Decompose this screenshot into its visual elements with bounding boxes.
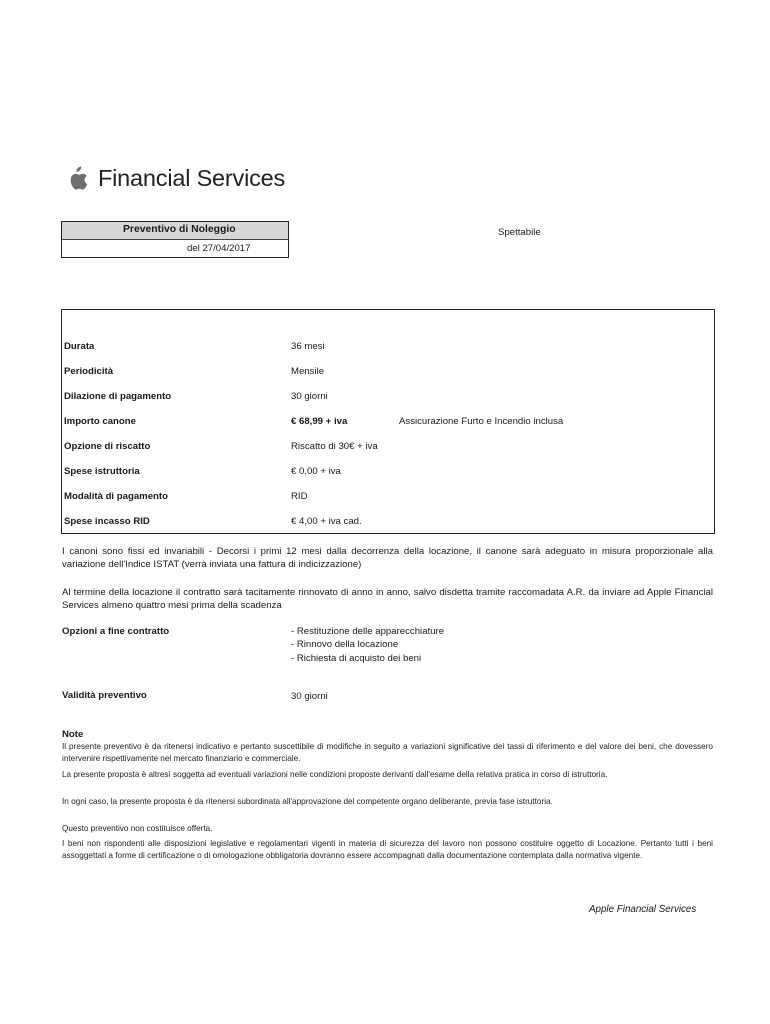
term-value: 36 mesi bbox=[291, 341, 325, 352]
term-row-dilazione bbox=[62, 391, 714, 407]
end-option-item: - Richiesta di acquisto dei beni bbox=[291, 652, 422, 664]
validity-label: Validità preventivo bbox=[62, 690, 147, 701]
term-row-spese-istruttoria bbox=[62, 466, 714, 482]
term-value: € 0,00 + iva bbox=[291, 466, 341, 477]
term-label: Dilazione di pagamento bbox=[64, 391, 172, 402]
term-label: Periodicità bbox=[64, 366, 114, 377]
term-row-durata bbox=[62, 341, 714, 357]
note-line: La presente proposta è altresì soggetta ad eventuali variazioni nelle condizioni proposte derivanti dall'esame della relativa pratica in corso di istruttoria. bbox=[62, 770, 608, 779]
quote-box bbox=[61, 221, 289, 258]
term-value: Riscatto di 30€ + iva bbox=[291, 441, 378, 452]
term-label: Opzione di riscatto bbox=[64, 441, 151, 452]
term-value: € 68,99 + iva bbox=[291, 416, 348, 427]
canoni-paragraph: I canoni sono fissi ed invariabili - Decorsi i primi 12 mesi dalla decorrenza della locazione, il canone sarà adeguato in misura proporzionale alla variazione dell'Indice ISTAT (verrà inviata una fattura di indicizzazione) bbox=[62, 546, 713, 570]
terms-table bbox=[61, 309, 715, 534]
termine-paragraph: Al termine della locazione il contratto sarà tacitamente rinnovato di anno in anno, salvo disdetta tramite raccomadata A.R. da inviare ad Apple Financial Services almeno quattro mesi prima della scadenza bbox=[62, 587, 713, 611]
term-label: Durata bbox=[64, 341, 95, 352]
end-option-item: - Restituzione delle apparecchiature bbox=[291, 626, 445, 637]
note-line: In ogni caso, la presente proposta è da ritenersi subordinata all'approvazione del competente organo deliberante, previa fase istruttoria. bbox=[62, 797, 553, 806]
term-label: Importo canone bbox=[64, 416, 136, 427]
term-label: Modalità di pagamento bbox=[64, 491, 168, 502]
no-offer-note: Questo preventivo non costituisce offerta. bbox=[62, 824, 213, 833]
term-value: € 4,00 + iva cad. bbox=[291, 516, 362, 527]
quote-title: Preventivo di Noleggio bbox=[123, 224, 236, 235]
term-label: Spese incasso RID bbox=[64, 516, 150, 527]
signature: Apple Financial Services bbox=[589, 904, 697, 915]
quote-box-header bbox=[62, 222, 288, 240]
brand-name: Financial Services bbox=[98, 165, 286, 191]
compliance-note: I beni non rispondenti alle disposizioni legislative e regolamentari vigenti in materia di sicurezza del lavoro non possono costituire oggetto di Locazione. Pertanto tutti i beni assoggettati a forme di certificazione o di omologazione obbligatoria dovranno essere accompagnati dalla documentazione contemplata dalla normativa vigente. bbox=[62, 839, 713, 860]
apple-logo-icon bbox=[66, 166, 88, 192]
term-row-spese-incasso bbox=[62, 516, 714, 532]
term-value: RID bbox=[291, 491, 308, 502]
notes-title: Note bbox=[62, 729, 84, 740]
term-value: 30 giorni bbox=[291, 391, 328, 402]
validity-value: 30 giorni bbox=[291, 691, 328, 702]
term-value: Mensile bbox=[291, 366, 325, 377]
addressee-label: Spettabile bbox=[498, 227, 541, 238]
term-label: Spese istruttoria bbox=[64, 466, 140, 477]
term-row-periodicita bbox=[62, 366, 714, 382]
end-options-label: Opzioni a fine contratto bbox=[62, 626, 170, 637]
note-line: Il presente preventivo è da ritenersi indicativo e pertanto suscettibile di modifiche in seguito a variazioni significative dei tassi di riferimento e del valore dei beni, che dovessero intervenire rispettivamente nel mercato finanziario e commerciale. bbox=[62, 742, 713, 763]
quote-date: del 27/04/2017 bbox=[187, 243, 251, 254]
term-row-importo-canone bbox=[62, 416, 714, 432]
end-options-list bbox=[291, 625, 444, 665]
end-option-item: - Rinnovo della locazione bbox=[291, 639, 399, 651]
insurance-note: Assicurazione Furto e Incendio inclusa bbox=[399, 416, 564, 427]
term-row-modalita-pagamento bbox=[62, 491, 714, 507]
term-row-riscatto bbox=[62, 441, 714, 457]
